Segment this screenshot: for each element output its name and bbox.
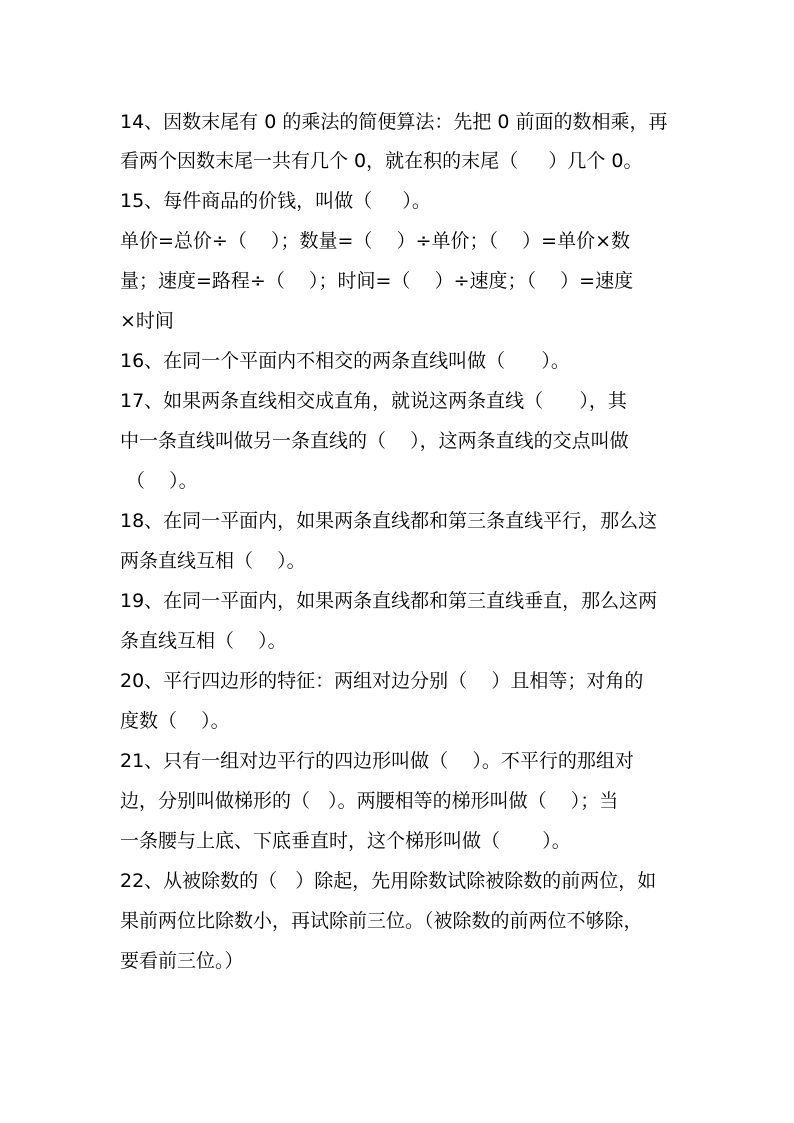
item-20-line-2: 度数（ ）。	[120, 710, 230, 732]
item-14-line-2: 看两个因数末尾一共有几个 0，就在积的末尾（ ）几个 0。	[120, 150, 643, 172]
item-21-line-3: 一条腰与上底、下底垂直时，这个梯形叫做（ ）。	[120, 830, 571, 852]
item-15-line-1: 15、每件商品的价钱，叫做（ ）。	[120, 190, 431, 212]
item-18-line-2: 两条直线互相（ ）。	[120, 550, 306, 572]
item-16-line-1: 16、在同一个平面内不相交的两条直线叫做（ ）。	[120, 350, 570, 372]
item-22-line-3: 要看前三位。）	[120, 950, 244, 972]
formula-line-1: 单价=总价÷（ ）；数量=（ ）÷单价；（ ）=单价×数	[120, 230, 630, 252]
item-17-line-3: （ ）。	[126, 470, 198, 492]
item-21-line-2: 边，分别叫做梯形的（ ）。两腰相等的梯形叫做（ ）；当	[120, 790, 619, 812]
item-18-line-1: 18、在同一平面内，如果两条直线都和第三条直线平行，那么这	[120, 510, 658, 532]
item-22-line-2: 果前两位比除数小，再试除前三位。（被除数的前两位不够除，	[120, 910, 643, 932]
item-20-line-1: 20、平行四边形的特征：两组对边分别（ ）且相等；对角的	[120, 670, 644, 692]
item-17-line-2: 中一条直线叫做另一条直线的（ ），这两条直线的交点叫做	[120, 430, 629, 452]
formula-line-3: ×时间	[120, 310, 174, 332]
item-22-line-1: 22、从被除数的（ ）除起，先用除数试除被除数的前两位，如	[120, 870, 657, 892]
item-19-line-1: 19、在同一平面内，如果两条直线都和第三直线垂直，那么这两	[120, 590, 658, 612]
item-14-line-1: 14、因数末尾有 0 的乘法的简便算法：先把 0 前面的数相乘，再	[120, 111, 668, 133]
formula-line-2: 量；速度=路程÷（ ）；时间=（ ）÷速度；（ ）=速度	[120, 270, 634, 292]
item-21-line-1: 21、只有一组对边平行的四边形叫做（ ）。不平行的那组对	[120, 750, 634, 772]
item-17-line-1: 17、如果两条直线相交成直角，就说这两条直线（ ），其	[120, 390, 627, 412]
item-19-line-2: 条直线互相（ ）。	[120, 630, 287, 652]
